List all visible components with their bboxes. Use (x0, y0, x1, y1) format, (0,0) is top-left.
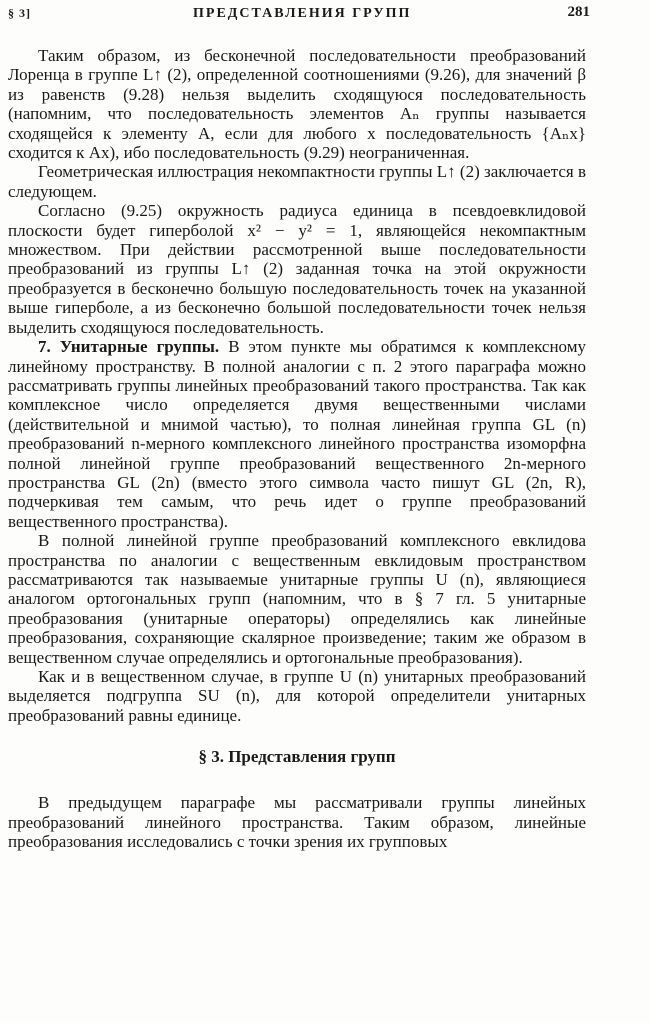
paragraph-subsection-7 (8, 337, 586, 531)
running-title: ПРЕДСТАВЛЕНИЯ ГРУПП (193, 6, 412, 21)
paragraph: В предыдущем параграфе мы рассматривали группы линейных преобразований линейного пространства. Таким образом, линейные преобразования исследовались с точки зрения их групповых (8, 793, 586, 852)
paragraph: В полной линейной группе преобразований комплексного евклидова пространства по аналогии с вещественным евклидовым пространством рассматриваются так называемые унитарные группы U (n), являющиеся аналогом ортогональных групп (напомним, что в § 7 гл. 5 унитарные преобразования (унитарные операторы) определялись как линейные преобразования, сохраняющие скалярное произведение; таким же образом в вещественном случае определялись и ортогональные преобразования). (8, 531, 586, 667)
book-page (8, 0, 590, 852)
section-heading: § 3. Представления групп (198, 747, 396, 767)
paragraph: Согласно (9.25) окружность радиуса единица в псевдоевклидовой плоскости будет гиперболой x² − y² = 1, являющейся некомпактным множеством. При действии рассмотренной выше последовательности преобразований из группы L↑ (2) заданная точка на этой окружности преобразуется в бесконечно большую последовательность точек на указанной выше гиперболе, а из бесконечно большой последовательности точек нельзя выделить сходящуюся последовательность. (8, 201, 586, 337)
paragraph: Геометрическая иллюстрация некомпактности группы L↑ (2) заключается в следующем. (8, 162, 586, 201)
running-header (8, 0, 590, 28)
section-marker: § 3] (8, 6, 31, 20)
subsection-label: 7. Унитарные группы. (38, 337, 220, 357)
paragraph: Таким образом, из бесконечной последовательности преобразований Лоренца в группе L↑ (2), определенной соотношениями (9.26), для значений β из равенств (9.28) нельзя выделить сходящуюся последовательность (напомним, что последовательность элементов Aₙ группы называется сходящейся к элементу A, если для любого x последовательность {Aₙx} сходится к Ax), ибо последовательность (9.29) неограниченная. (8, 46, 586, 163)
page-number: 281 (567, 4, 590, 20)
paragraph-text: В этом пункте мы обратимся к комплексному линейному пространству. В полной аналогии с п. 2 этого параграфа можно рассматривать группы линейных преобразований такого пространства. Так как комплексное число определяется двумя вещественными числами (действительной и мнимой частью), то полная линейная группа GL (n) преобразований n-мерного комплексного линейного пространства изоморфна полной линейной группе преобразований вещественного 2n-мерного пространства GL (2n) (вместо этого символа часто пишут GL (2n, R), подчеркивая тем самым, что речь идет о группе преобразований вещественного пространства). (8, 337, 586, 531)
paragraph: Как и в вещественном случае, в группе U (n) унитарных преобразований выделяется подгруппа SU (n), для которой определители унитарных преобразований равны единице. (8, 667, 586, 725)
